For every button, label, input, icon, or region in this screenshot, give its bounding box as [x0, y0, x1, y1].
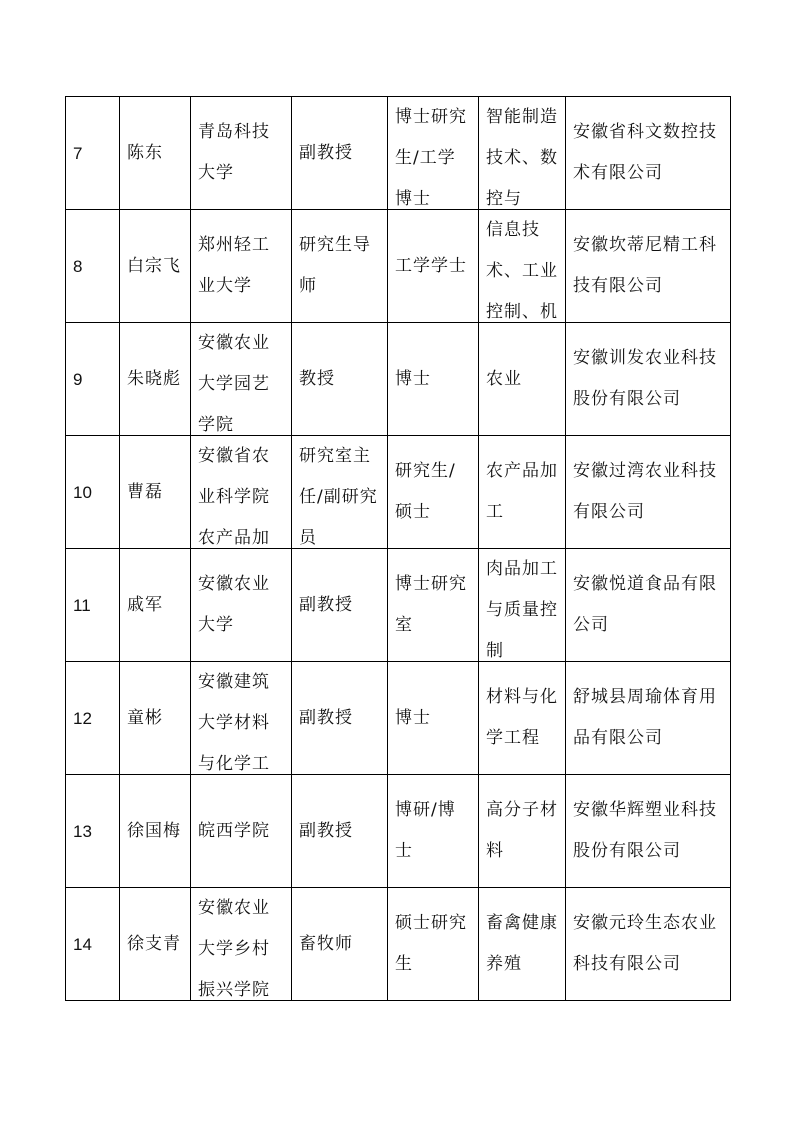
institution: 安徽建筑大学材料与化学工: [198, 672, 270, 774]
row-number: 8: [73, 256, 83, 276]
institution: 安徽农业大学园艺学院: [198, 333, 270, 435]
professional-title: 副教授: [299, 594, 353, 615]
partner-company: 安徽华辉塑业科技股份有限公司: [573, 800, 717, 861]
degree: 研究生/硕士: [395, 461, 456, 522]
row-number-cell: [66, 662, 120, 775]
title-cell: [292, 662, 388, 775]
degree: 博士: [395, 368, 431, 389]
degree: 工学学士: [395, 255, 467, 276]
company-cell: [566, 549, 731, 662]
table-row: [66, 888, 731, 1001]
institution: 青岛科技大学: [198, 122, 270, 183]
research-field: 信息技术、工业控制、机: [486, 220, 558, 322]
institution: 安徽农业大学乡村振兴学院: [198, 898, 270, 1000]
partner-company: 安徽悦道食品有限公司: [573, 574, 717, 635]
name-cell: [120, 97, 191, 210]
research-field: 肉品加工与质量控制: [486, 559, 558, 661]
expert-name: 陈东: [127, 142, 163, 163]
institution-cell: [191, 436, 292, 549]
degree-cell: [388, 775, 479, 888]
degree-cell: [388, 549, 479, 662]
row-number-cell: [66, 549, 120, 662]
name-cell: [120, 888, 191, 1001]
research-field: 农业: [486, 368, 522, 389]
research-field: 智能制造技术、数控与: [486, 107, 558, 209]
field-cell: [479, 210, 566, 323]
institution-cell: [191, 323, 292, 436]
row-number-cell: [66, 97, 120, 210]
row-number: 13: [73, 821, 92, 841]
expert-name: 曹磊: [127, 481, 163, 502]
expert-name: 白宗飞: [127, 255, 181, 276]
degree-cell: [388, 323, 479, 436]
degree-cell: [388, 210, 479, 323]
row-number-cell: [66, 888, 120, 1001]
degree: 博士研究生/工学博士: [395, 107, 467, 209]
institution-cell: [191, 549, 292, 662]
row-number-cell: [66, 323, 120, 436]
degree: 硕士研究生: [395, 913, 467, 974]
expert-name: 朱晓彪: [127, 368, 181, 389]
company-cell: [566, 97, 731, 210]
field-cell: [479, 323, 566, 436]
row-number: 9: [73, 369, 83, 389]
field-cell: [479, 549, 566, 662]
company-cell: [566, 662, 731, 775]
company-cell: [566, 775, 731, 888]
expert-name: 徐国梅: [127, 820, 181, 841]
title-cell: [292, 775, 388, 888]
professional-title: 研究生导师: [299, 235, 371, 296]
name-cell: [120, 323, 191, 436]
field-cell: [479, 436, 566, 549]
name-cell: [120, 775, 191, 888]
field-cell: [479, 775, 566, 888]
title-cell: [292, 436, 388, 549]
institution: 安徽农业大学: [198, 574, 270, 635]
partner-company: 安徽训发农业科技股份有限公司: [573, 348, 717, 409]
partner-company: 舒城县周瑜体育用品有限公司: [573, 687, 717, 748]
row-number: 7: [73, 143, 83, 163]
degree-cell: [388, 888, 479, 1001]
name-cell: [120, 662, 191, 775]
institution: 郑州轻工业大学: [198, 235, 270, 296]
degree: 博士: [395, 707, 431, 728]
institution-cell: [191, 888, 292, 1001]
row-number: 12: [73, 708, 92, 728]
institution: 安徽省农业科学院农产品加: [198, 446, 270, 548]
table-row: [66, 775, 731, 888]
partner-company: 安徽元玲生态农业科技有限公司: [573, 913, 717, 974]
expert-name: 徐支青: [127, 933, 181, 954]
table-row: [66, 549, 731, 662]
expert-name: 童彬: [127, 707, 163, 728]
title-cell: [292, 549, 388, 662]
name-cell: [120, 436, 191, 549]
row-number: 11: [73, 595, 91, 615]
institution-cell: [191, 662, 292, 775]
table-row: [66, 436, 731, 549]
title-cell: [292, 210, 388, 323]
table-row: [66, 323, 731, 436]
title-cell: [292, 97, 388, 210]
degree-cell: [388, 97, 479, 210]
degree: 博士研究室: [395, 574, 467, 635]
partner-company: 安徽省科文数控技术有限公司: [573, 122, 717, 183]
company-cell: [566, 210, 731, 323]
partner-company: 安徽坎蒂尼精工科技有限公司: [573, 235, 717, 296]
name-cell: [120, 549, 191, 662]
field-cell: [479, 662, 566, 775]
professional-title: 副教授: [299, 142, 353, 163]
partner-company: 安徽过湾农业科技有限公司: [573, 461, 717, 522]
company-cell: [566, 888, 731, 1001]
title-cell: [292, 888, 388, 1001]
institution-cell: [191, 775, 292, 888]
professional-title: 副教授: [299, 820, 353, 841]
research-field: 畜禽健康养殖: [486, 913, 558, 974]
professional-title: 畜牧师: [299, 933, 353, 954]
institution-cell: [191, 97, 292, 210]
expert-roster-table: [65, 96, 731, 1001]
name-cell: [120, 210, 191, 323]
degree-cell: [388, 436, 479, 549]
institution: 皖西学院: [198, 820, 270, 841]
institution-cell: [191, 210, 292, 323]
professional-title: 教授: [299, 368, 335, 389]
table-row: [66, 210, 731, 323]
research-field: 高分子材料: [486, 800, 558, 861]
row-number-cell: [66, 210, 120, 323]
title-cell: [292, 323, 388, 436]
research-field: 材料与化学工程: [486, 687, 558, 748]
professional-title: 研究室主任/副研究员: [299, 446, 378, 548]
row-number: 14: [73, 934, 92, 954]
field-cell: [479, 97, 566, 210]
row-number-cell: [66, 436, 120, 549]
degree: 博研/博士: [395, 800, 456, 861]
professional-title: 副教授: [299, 707, 353, 728]
company-cell: [566, 436, 731, 549]
field-cell: [479, 888, 566, 1001]
table-row: [66, 97, 731, 210]
table-row: [66, 662, 731, 775]
research-field: 农产品加工: [486, 461, 558, 522]
expert-name: 戚军: [127, 594, 163, 615]
row-number-cell: [66, 775, 120, 888]
row-number: 10: [73, 482, 92, 502]
company-cell: [566, 323, 731, 436]
degree-cell: [388, 662, 479, 775]
